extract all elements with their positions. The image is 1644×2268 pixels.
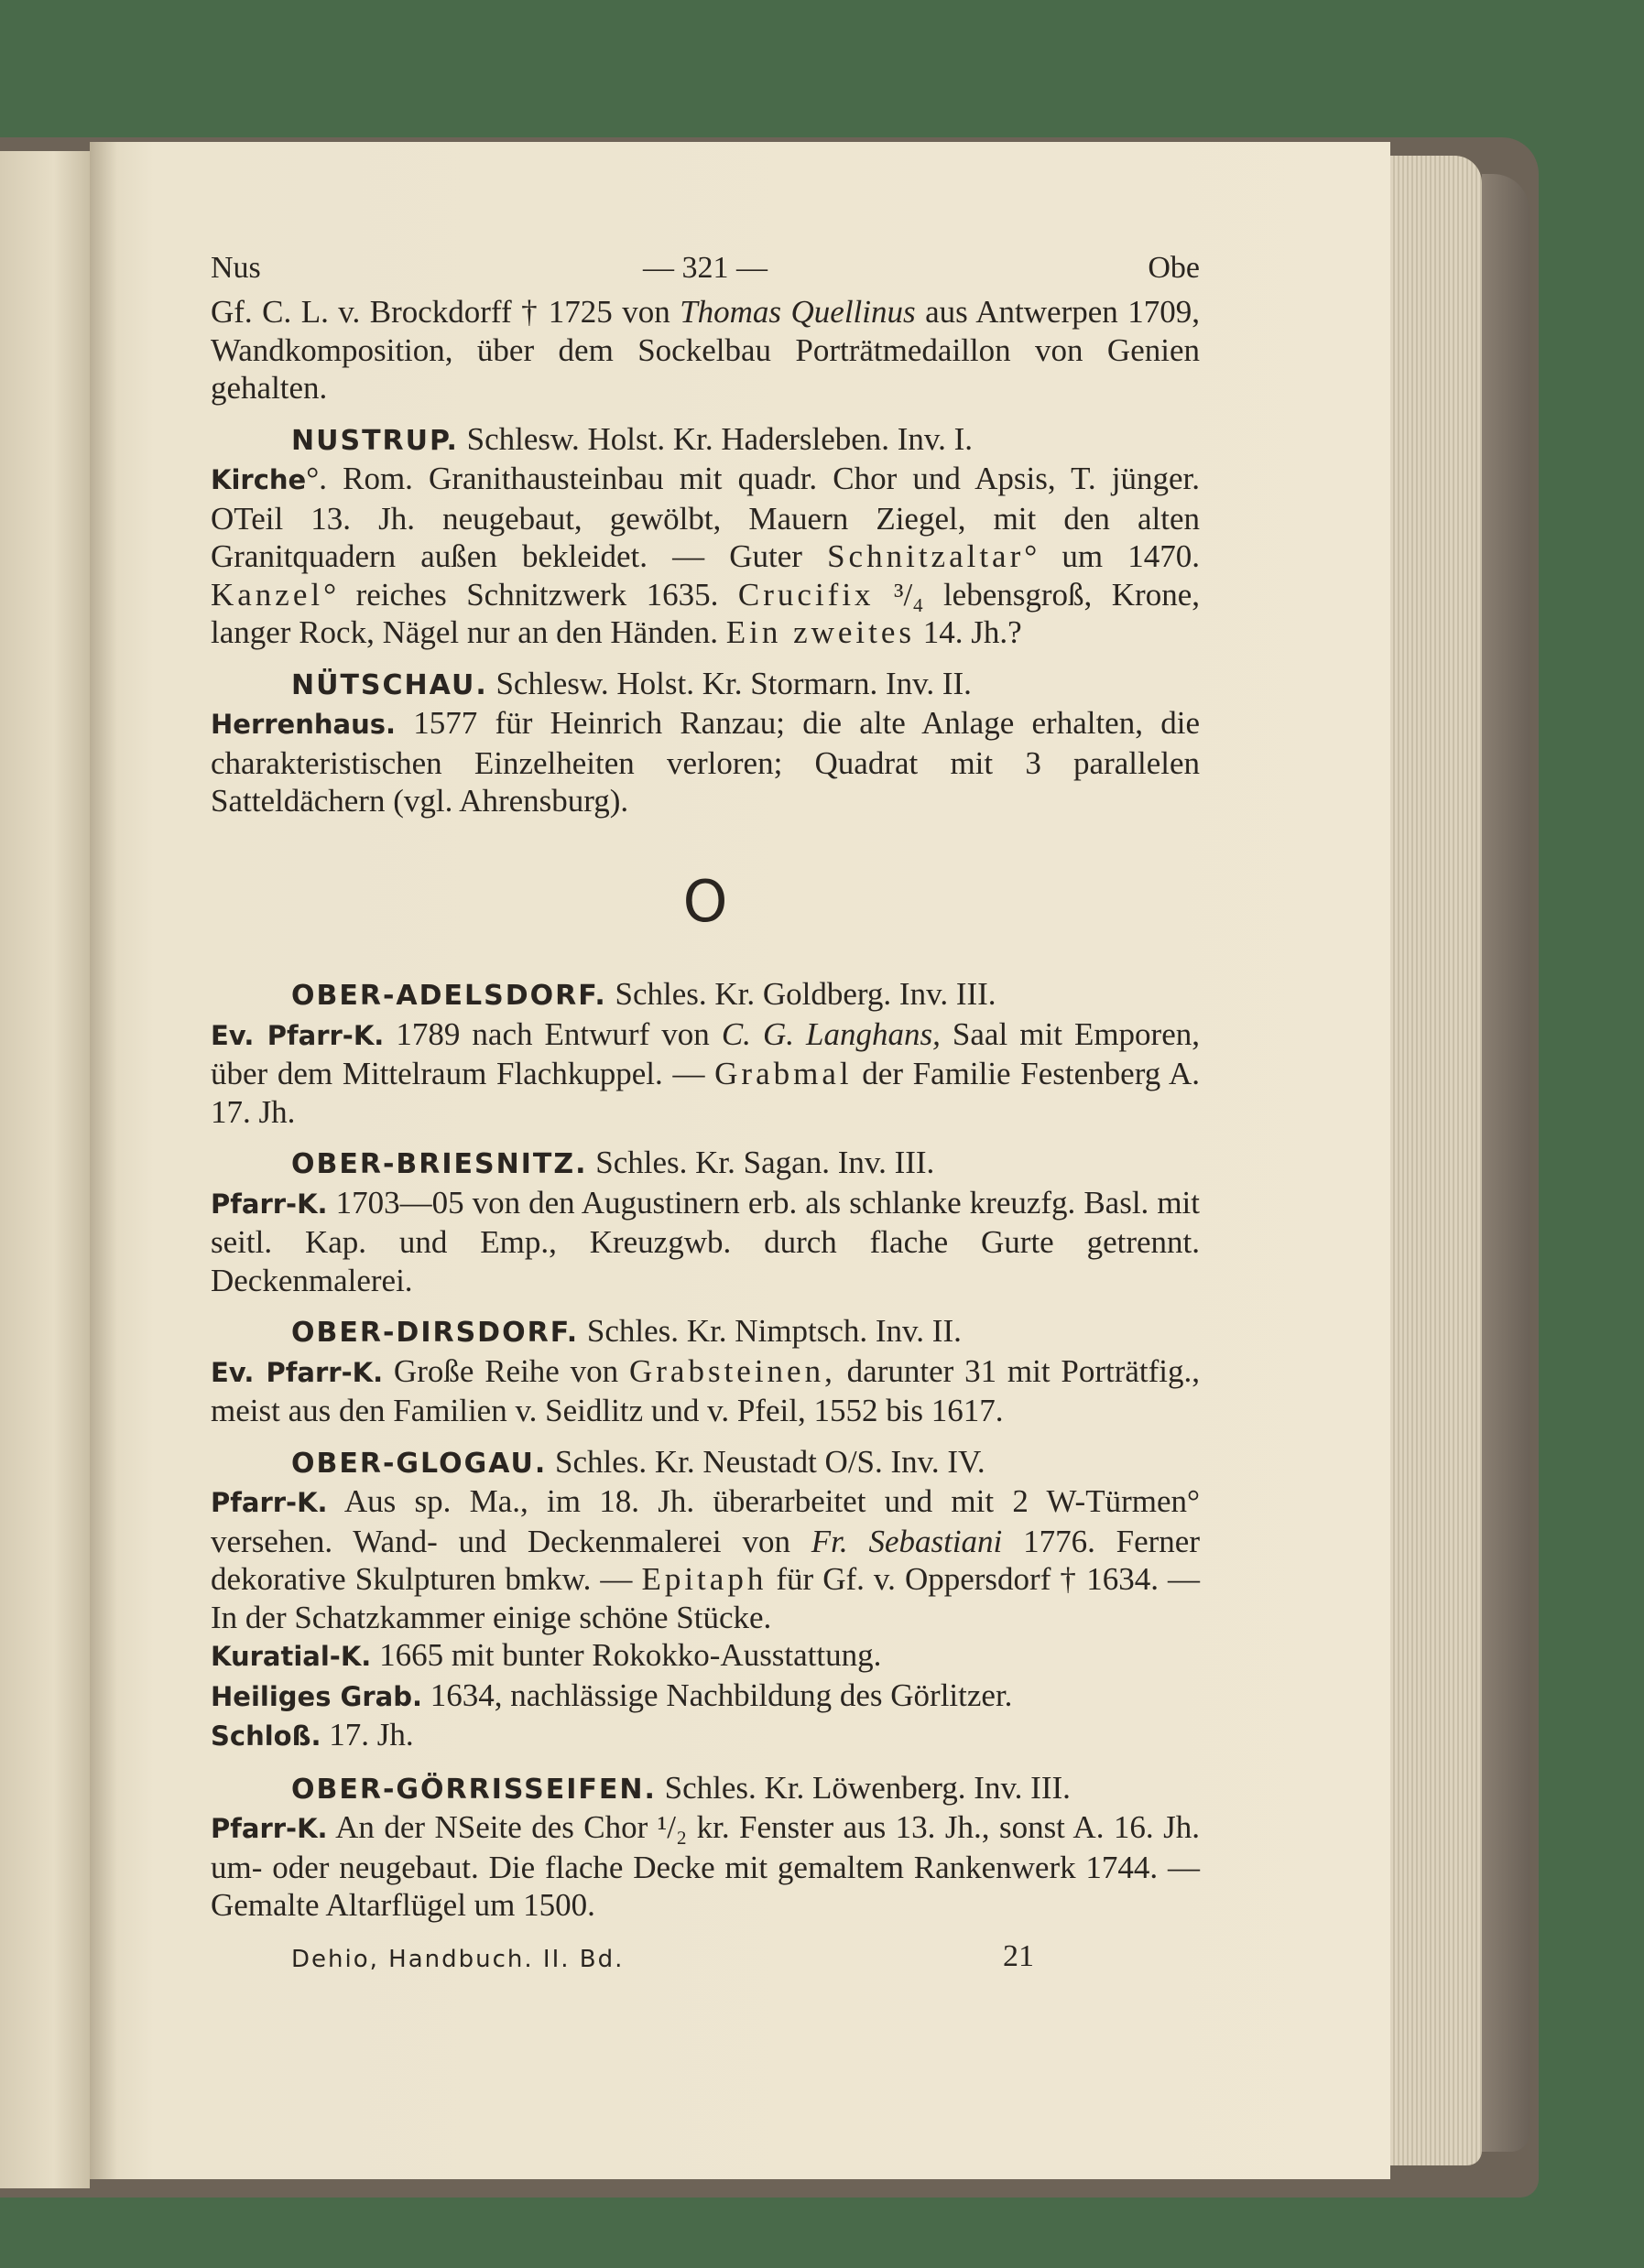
text-segment: Schles. Kr. Nimptsch. Inv. II. bbox=[579, 1313, 962, 1349]
text-segment: Thomas Quellinus bbox=[680, 294, 916, 330]
sheet-number: 21 bbox=[1003, 1938, 1034, 1973]
entry-heading-line bbox=[211, 1312, 1200, 1352]
entry-paragraph bbox=[211, 1352, 1200, 1430]
entry-paragraph bbox=[211, 1808, 1200, 1925]
entry-paragraph bbox=[211, 293, 1200, 407]
building-label: Kirche bbox=[211, 464, 307, 495]
entry-paragraph bbox=[211, 1677, 1200, 1717]
entry-heading-line bbox=[211, 1769, 1200, 1809]
cover-edge bbox=[1482, 174, 1530, 2152]
running-header bbox=[211, 238, 1200, 293]
text-segment: °. Rom. Granithausteinbau mit quadr. Chor und Apsis, T. jünger. OTeil 13. Jh. neugebaut, gewölbt, Mauern Ziegel, mit den alten Granitquadern außen bekleidet. — Guter bbox=[211, 461, 1200, 574]
page-edges bbox=[1390, 156, 1482, 2165]
text-segment: 1577 für Heinrich Ranzau; die alte Anlage erhalten, die charakteristischen Einzelheiten verloren; Quadrat mit 3 parallelen Satteldächern (vgl. Ahrensburg). bbox=[211, 705, 1200, 819]
building-label: Pfarr-K. bbox=[211, 1487, 328, 1518]
text-segment: Schles. Kr. Sagan. Inv. III. bbox=[587, 1145, 935, 1180]
place-name: OBER-DIRSDORF. bbox=[291, 1317, 580, 1349]
entries-before bbox=[211, 293, 1200, 820]
text-segment: für Gf. v. Oppersdorf † 1634. — In der Schatzkammer einige schöne Stücke. bbox=[211, 1561, 1200, 1635]
text-segment: Grabmal bbox=[714, 1056, 853, 1091]
header-left-catchword: Nus bbox=[211, 251, 261, 285]
text-segment: Schles. Kr. Goldberg. Inv. III. bbox=[606, 976, 996, 1012]
entry-paragraph bbox=[211, 1636, 1200, 1677]
text-segment: aus Antwerpen 1709, Wandkomposition, über dem Sockelbau Porträtmedaillon von Genien gehalten. bbox=[211, 294, 1200, 406]
text-segment: Epitaph bbox=[641, 1561, 768, 1597]
text-segment: Schles. Kr. Löwenberg. Inv. III. bbox=[656, 1769, 1071, 1806]
text-segment: 1665 mit bunter Rokokko-Ausstattung. bbox=[371, 1637, 882, 1673]
building-label: Schloß. bbox=[211, 1720, 321, 1752]
entry-paragraph bbox=[211, 704, 1200, 820]
place-name: OBER-BRIESNITZ. bbox=[291, 1148, 588, 1180]
text-segment: ³/₄ lebensgroß, Krone, langer Rock, Nägel nur an den Händen. bbox=[211, 576, 1200, 650]
place-name: OBER-ADELSDORF. bbox=[291, 980, 607, 1012]
building-label: Herrenhaus. bbox=[211, 709, 396, 740]
text-segment: Saal mit Emporen, über dem Mittelraum Flachkuppel. — bbox=[211, 1015, 1201, 1091]
page-number: — 321 — bbox=[643, 251, 768, 285]
place-name: NÜTSCHAU. bbox=[291, 668, 488, 701]
page-footer bbox=[211, 1934, 1200, 1980]
text-segment: 17. Jh. bbox=[321, 1717, 414, 1753]
section-letter: O bbox=[682, 867, 728, 935]
text-segment: 1634, nachlässige Nachbildung des Görlitzer. bbox=[422, 1677, 1013, 1713]
text-segment: 1703—05 von den Augustinern erb. als schlanke kreuzfg. Basl. mit seitl. Kap. und Emp., Kreuzgwb. durch flache Gurte getrennt. Deckenmalerei. bbox=[211, 1184, 1200, 1298]
building-label: Kuratial-K. bbox=[211, 1641, 372, 1672]
building-label: Pfarr-K. bbox=[211, 1188, 328, 1220]
text-segment: Grabsteinen, bbox=[628, 1352, 836, 1389]
text-segment: 1776. Ferner dekorative Skulpturen bmkw. — bbox=[211, 1523, 1200, 1597]
header-right-catchword: Obe bbox=[1148, 251, 1200, 285]
place-name: OBER-GLOGAU. bbox=[291, 1447, 548, 1480]
text-segment: Kanzel bbox=[211, 576, 324, 613]
page-content bbox=[211, 238, 1200, 1980]
text-segment: Große Reihe von bbox=[383, 1352, 629, 1389]
footer-signature: Dehio, Handbuch. II. Bd. bbox=[291, 1945, 625, 1973]
entry-heading-line bbox=[211, 420, 1200, 461]
place-name: OBER-GÖRRISSEIFEN. bbox=[291, 1773, 657, 1806]
entries-after bbox=[211, 975, 1200, 1925]
building-label: Pfarr-K. bbox=[211, 1813, 328, 1844]
text-segment: Schlesw. Holst. Kr. Hadersleben. Inv. I. bbox=[458, 420, 974, 457]
text-segment: Gf. C. L. v. Brockdorff † 1725 von bbox=[211, 294, 680, 330]
text-segment: ° reiches Schnitzwerk 1635. bbox=[323, 576, 738, 613]
entry-paragraph bbox=[211, 1716, 1200, 1756]
text-segment: Schles. Kr. Neustadt O/S. Inv. IV. bbox=[547, 1443, 985, 1480]
building-label: Heiliges Grab. bbox=[211, 1680, 422, 1712]
entry-paragraph bbox=[211, 1482, 1200, 1636]
entry-paragraph bbox=[211, 1015, 1200, 1132]
entry-paragraph bbox=[211, 460, 1200, 652]
building-label: Ev. Pfarr-K. bbox=[211, 1356, 384, 1388]
building-label: Ev. Pfarr-K. bbox=[211, 1019, 385, 1051]
text-segment: 14. Jh.? bbox=[915, 614, 1022, 650]
text-segment: der Familie Festenberg A. 17. Jh. bbox=[211, 1056, 1201, 1130]
text-segment: C. G. Langhans, bbox=[721, 1015, 941, 1052]
entry-heading-line bbox=[211, 975, 1200, 1015]
entry-heading-line bbox=[211, 1144, 1200, 1184]
entry-paragraph bbox=[211, 1184, 1200, 1300]
text-segment: Crucifix bbox=[737, 576, 875, 613]
text-segment: Schlesw. Holst. Kr. Stormarn. Inv. II. bbox=[487, 665, 972, 701]
text-segment: 1789 nach Entwurf von bbox=[384, 1015, 722, 1052]
place-name: NUSTRUP. bbox=[291, 424, 459, 457]
text-segment: ° um 1470. bbox=[1024, 538, 1200, 574]
text-segment: darunter 31 mit Porträtfig., meist aus den Familien v. Seidlitz und v. Pfeil, 1552 bis 1617. bbox=[211, 1352, 1201, 1428]
left-page-edge bbox=[0, 151, 90, 2188]
text-segment: Ein zweites bbox=[725, 614, 916, 650]
text-segment: Aus sp. Ma., im 18. Jh. überarbeitet und mit 2 W-Türmen° versehen. Wand- und Deckenmalerei von bbox=[211, 1483, 1200, 1559]
text-segment: Fr. Sebastiani bbox=[811, 1523, 1003, 1559]
entry-heading-line bbox=[211, 665, 1200, 705]
text-segment: Schnitzaltar bbox=[827, 538, 1025, 574]
text-segment: An der NSeite des Chor ¹/₂ kr. Fenster aus 13. Jh., sonst A. 16. Jh. um- oder neugebaut. Die flache Decke mit gemaltem Rankenwerk 1744. — Gemalte Altarflügel um 1500. bbox=[211, 1809, 1200, 1923]
entry-heading-line bbox=[211, 1443, 1200, 1483]
